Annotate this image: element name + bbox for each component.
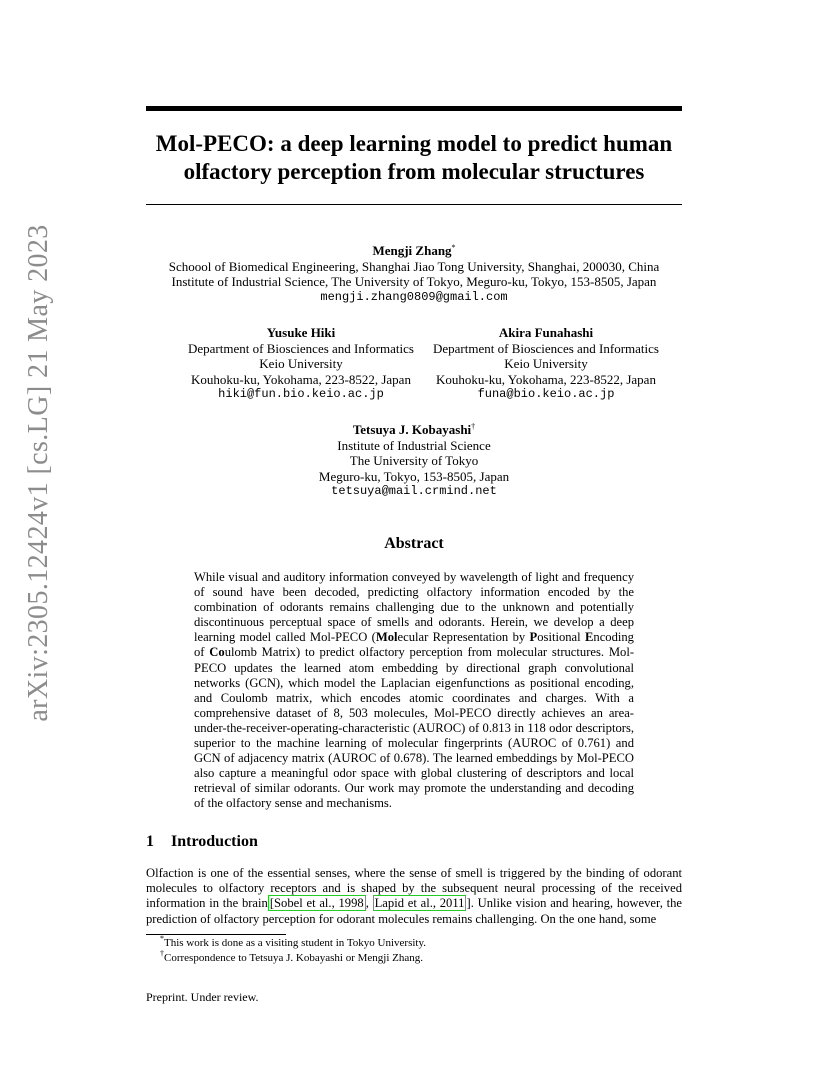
footnote-text: This work is done as a visiting student in Tokyo University.	[164, 937, 426, 949]
author-name: Akira Funahashi	[498, 325, 594, 340]
author-block-last	[146, 422, 682, 500]
abstract-body	[194, 570, 634, 812]
section-heading	[146, 833, 258, 851]
author-block-left	[146, 325, 456, 403]
section-title: Introduction	[171, 833, 258, 850]
author-name: Tetsuya J. Kobayashi	[352, 422, 472, 437]
affiliation: Kouhoku-ku, Yokohama, 223-8522, Japan	[436, 371, 656, 387]
author-email[interactable]: hiki@fun.bio.keio.ac.jp	[218, 387, 384, 401]
footnote-mark: *	[451, 243, 456, 252]
affiliation: Meguro-ku, Tokyo, 153-8505, Japan	[318, 468, 510, 484]
author-email[interactable]: mengji.zhang0809@gmail.com	[320, 289, 508, 304]
citation-bracket: ]	[466, 896, 471, 911]
affiliation: Keio University	[504, 356, 588, 371]
title-bottom-rule	[146, 204, 682, 205]
arxiv-id: arXiv:2305.12424v1 [cs.LG] 21 May 2023	[23, 224, 54, 722]
footnotes	[160, 936, 426, 966]
affiliation: The University of Tokyo	[349, 453, 479, 468]
author-email[interactable]: tetsuya@mail.crmind.net	[331, 484, 497, 498]
title-top-rule	[146, 106, 682, 111]
author-email[interactable]: funa@bio.keio.ac.jp	[477, 387, 615, 401]
footnote-text: Correspondence to Tetsuya J. Kobayashi or Mengji Zhang.	[164, 952, 423, 964]
body-text: Olfaction is one of the essential senses, where the sense of smell is triggered by the binding of odorant molecules to olfactory receptors and is shaped by the subsequent neural processing of the received information in the brain	[146, 866, 682, 911]
footnote-mark: †	[160, 949, 164, 958]
section-number: 1	[146, 833, 154, 850]
citation-separator: ,	[365, 896, 373, 911]
affiliation: Institute of Industrial Science, The University of Tokyo, Meguro-ku, Tokyo, 153-8505, Japan	[171, 274, 657, 289]
affiliation: Department of Biosciences and Informatics	[433, 340, 659, 356]
abstract-heading: Abstract	[384, 535, 444, 552]
author-name: Yusuke Hiki	[266, 325, 336, 340]
footnote-mark: *	[160, 934, 164, 943]
affiliation: Kouhoku-ku, Yokohama, 223-8522, Japan	[191, 371, 411, 387]
intro-paragraph	[146, 866, 682, 927]
author-block-right	[416, 325, 676, 403]
footnote	[160, 951, 426, 966]
abstract-text: While visual and auditory information conveyed by wavelength of light and frequency of sound have been decoded, predicting olfactory information encoded by the combination of odorants remains challenging due to the unknown and potentially discontinuous perceptual space of smells and odorants. Herein, we develop a deep learning model called Mol-PECO (	[194, 570, 634, 645]
author-block-first	[146, 243, 682, 305]
abstract-bold: Co	[209, 645, 225, 660]
footnote	[160, 936, 426, 951]
abstract-bold: Mol	[375, 630, 398, 645]
footnote-mark: †	[471, 422, 476, 431]
affiliation: Keio University	[259, 356, 343, 371]
citation-link[interactable]: [Sobel et al., 1998	[269, 896, 364, 911]
abstract-text: ncoding of	[194, 630, 634, 660]
abstract-text: ecular Representation by	[397, 630, 530, 645]
author-name: Mengji Zhang	[372, 243, 452, 258]
abstract-bold: P	[529, 630, 538, 645]
body-text: . Unlike vision and hearing, however, the prediction of olfactory perception for odorant molecules remains challenging. On the one hand, some	[146, 896, 682, 926]
paper-title: Mol-PECO: a deep learning model to predict human olfactory perception from molecular structures	[155, 131, 673, 184]
abstract-bold: E	[585, 630, 594, 645]
footnote-rule	[146, 934, 286, 935]
abstract-text: ositional	[537, 630, 585, 645]
arxiv-stamp	[0, 0, 72, 1072]
preprint-note: Preprint. Under review.	[146, 990, 259, 1004]
affiliation: Schoool of Biomedical Engineering, Shanghai Jiao Tong University, Shanghai, 200030, China	[168, 258, 660, 274]
affiliation: Department of Biosciences and Informatics	[188, 340, 414, 356]
abstract-text: ulomb Matrix) to predict olfactory perception from molecular structures. Mol-PECO updates the learned atom embedding by directional graph convolutional networks (GCN), which model the Laplacian eigenfunctions as positional encoding, and Coulomb matrix, which encodes atomic coordinates and charges. With a comprehensive dataset of 8, 503 molecules, Mol-PECO directly achieves an area-under-the-receiver-operating-characteristic (AUROC) of 0.813 in 118 odor descriptors, superior to the machine learning of molecular fingerprints (AUROC of 0.761) and GCN of adjacency matrix (AUROC of 0.678). The learned embeddings by Mol-PECO also capture a meaningful odor space with global clustering of descriptors and local retrieval of similar odorants. Our work may promote the understanding and decoding of the olfactory sense and mechanisms.	[194, 645, 635, 811]
affiliation: Institute of Industrial Science	[337, 437, 491, 453]
citation-link[interactable]: Lapid et al., 2011	[374, 896, 465, 911]
